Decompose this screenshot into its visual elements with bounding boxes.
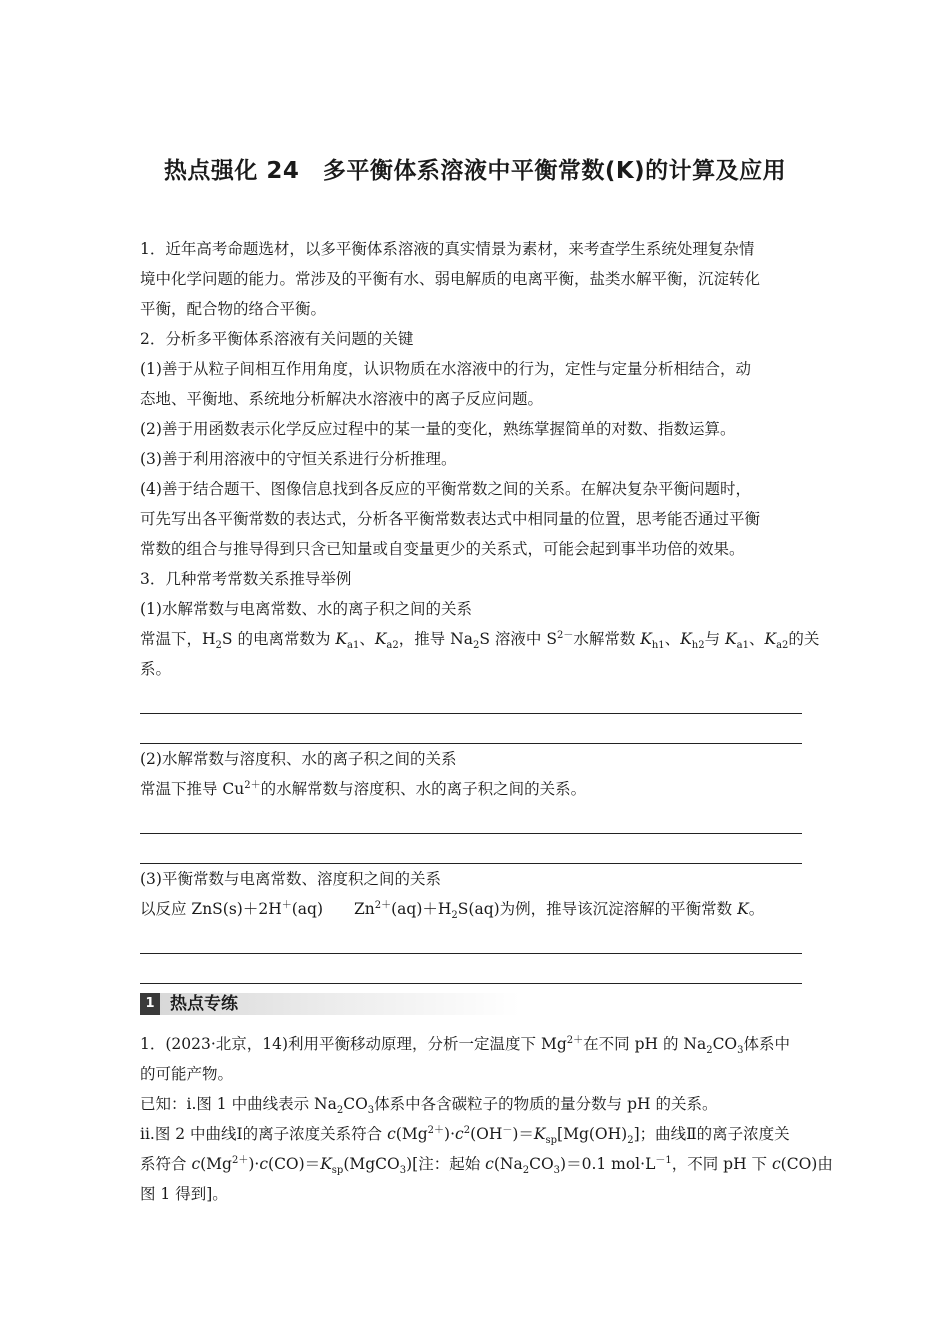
- intro-line-1: 1．近年高考命题选材，以多平衡体系溶液的真实情景为素材，来考查学生系统处理复杂情: [140, 240, 755, 258]
- intro-line-6: 态地、平衡地、系统地分析解决水溶液中的离子反应问题。: [140, 390, 544, 408]
- intro-line-12: 3．几种常考常数关系推导举例: [140, 570, 352, 588]
- answer-line[interactable]: [140, 954, 802, 984]
- sub2-question: 常温下推导 $Cu^{2+}$的水解常数与溶度积、水的离子积之间的关系。: [140, 779, 587, 798]
- section-number-badge: 1: [140, 993, 160, 1015]
- answer-line[interactable]: [140, 684, 802, 714]
- intro-line-8: (3)善于利用溶液中的守恒关系进行分析推理。: [140, 450, 457, 468]
- ex1-line-1: 1．(2023·北京，14)利用平衡移动原理，分析一定温度下 $Mg^{2+}$在不同 pH 的 $Na_2CO_3$体系中: [140, 1034, 791, 1057]
- page-title: 热点强化 24 多平衡体系溶液中平衡常数(K)的计算及应用: [163, 158, 787, 184]
- content-body: [140, 234, 833, 1209]
- ex1-line-4: ii.图 2 中曲线Ⅰ的离子浓度关系符合 $c(Mg^{2+})\cdot c^2(OH^-)=K_{sp}[Mg(OH)_2]$；曲线Ⅱ的离子浓度关: [140, 1124, 790, 1147]
- sub3-question: 以反应 ZnS(s)＋2H＋(aq) $Zn^{2+}(aq)+H_2S(aq)$为例，推导该沉淀溶解的平衡常数 K。: [140, 899, 765, 922]
- intro-line-10: 可先写出各平衡常数的表达式，分析各平衡常数表达式中相同量的位置，思考能否通过平衡: [140, 510, 761, 528]
- ex1-line-6: 图 1 得到]。: [140, 1185, 228, 1203]
- section-header: [140, 989, 812, 1021]
- ex1-line-3: 已知：i.图 1 中曲线表示 $Na_2CO_3$体系中各含碳粒子的物质的量分数与 pH 的关系。: [140, 1095, 718, 1117]
- intro-line-3: 平衡，配合物的络合平衡。: [140, 300, 327, 318]
- intro-line-4: 2．分析多平衡体系溶液有关问题的关键: [140, 330, 414, 348]
- answer-line[interactable]: [140, 834, 802, 864]
- intro-line-5: (1)善于从粒子间相互作用角度，认识物质在水溶液中的行为，定性与定量分析相结合，动: [140, 360, 751, 378]
- intro-line-2: 境中化学问题的能力。常涉及的平衡有水、弱电解质的电离平衡，盐类水解平衡，沉淀转化: [140, 270, 761, 288]
- section-title: 热点专练: [170, 994, 238, 1014]
- ex1-line-5: 系符合 $c(Mg^{2+})\cdot c(CO)=K_{sp}(MgCO_3)$[注：起始 $c(Na_2CO_3)=0.1$ $mol\cdot L^{-1}$，不同 pH 下 c(CO)由: [140, 1154, 833, 1177]
- q1-line-1: 常温下，$H_2S$ 的电离常数为 $K_{a1}$、$K_{a2}$，推导 $Na_2S$ 溶液中 $S^{2-}$水解常数 $K_{h1}$、$K_{h2}$与 $K_{a1}$、$K_{a2}$的关: [140, 629, 820, 652]
- intro-line-13: (1)水解常数与电离常数、水的离子积之间的关系: [140, 600, 472, 618]
- intro-line-9: (4)善于结合题干、图像信息找到各反应的平衡常数之间的关系。在解决复杂平衡问题时，: [140, 480, 751, 498]
- answer-line[interactable]: [140, 804, 802, 834]
- answer-line[interactable]: [140, 714, 802, 744]
- q1-line-2: 系。: [140, 660, 172, 678]
- intro-line-7: (2)善于用函数表示化学反应过程中的某一量的变化，熟练掌握简单的对数、指数运算。: [140, 420, 736, 438]
- intro-line-11: 常数的组合与推导得到只含已知量或自变量更少的关系式，可能会起到事半功倍的效果。: [140, 540, 745, 558]
- ex1-line-2: 的可能产物。: [140, 1065, 234, 1083]
- sub3-heading: (3)平衡常数与电离常数、溶度积之间的关系: [140, 870, 441, 888]
- sub2-heading: (2)水解常数与溶度积、水的离子积之间的关系: [140, 750, 457, 768]
- answer-line[interactable]: [140, 924, 802, 954]
